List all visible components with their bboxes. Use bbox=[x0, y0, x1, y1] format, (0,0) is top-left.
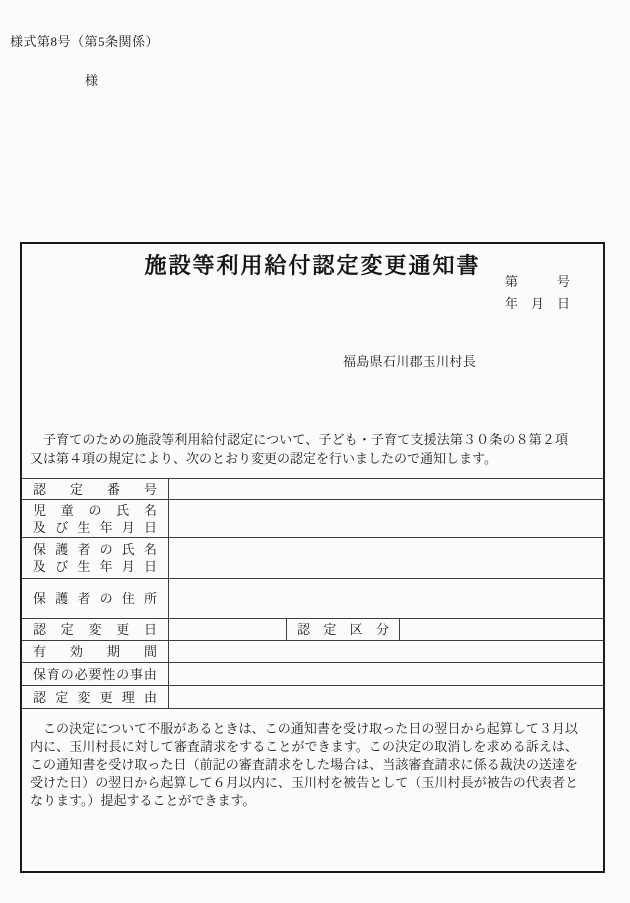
row-label-text: 児 童 の 氏 名 bbox=[33, 502, 157, 518]
row-value-field bbox=[169, 686, 603, 708]
notification-body: 子育てのための施設等利用給付認定について、子ども・子育て支援法第３０条の８第２項又は第４項の規定により、次のとおり変更の認定を行いましたので通知します。 bbox=[30, 432, 568, 466]
notice-box bbox=[20, 242, 605, 873]
row-value-field bbox=[169, 579, 603, 618]
table-row-change-reason bbox=[22, 686, 603, 708]
table-row-certification-number bbox=[22, 479, 603, 500]
document-number-line: 第 号 bbox=[504, 274, 570, 289]
row-label-text: 認 定 番 号 bbox=[33, 481, 157, 497]
table-row-child-name-birthdate bbox=[22, 500, 603, 538]
row-label-text: 保 護 者 の 住 所 bbox=[33, 591, 157, 606]
row-label-text: 保 護 者 の 氏 名 bbox=[33, 542, 157, 557]
row-label-text: 認 定 変 更 理 由 bbox=[33, 689, 157, 705]
row-value-field bbox=[169, 619, 287, 640]
row-label bbox=[22, 686, 169, 708]
table-row-valid-period bbox=[22, 641, 603, 663]
row-value-field bbox=[169, 641, 603, 662]
row-value-field bbox=[169, 663, 603, 685]
row-label bbox=[22, 579, 169, 618]
table-row-childcare-necessity-reason bbox=[22, 663, 603, 686]
row-label bbox=[22, 641, 169, 662]
certification-table bbox=[22, 478, 603, 709]
table-row-guardian-address bbox=[22, 579, 603, 619]
row-value-field bbox=[169, 479, 603, 499]
document-number-block bbox=[505, 271, 570, 315]
issuer-name: 福島県石川郡玉川村長 bbox=[343, 354, 477, 369]
row-label-text: 認 定 変 更 日 bbox=[33, 622, 157, 637]
row-value-field bbox=[169, 538, 603, 578]
row-label-text: 認 定 区 分 bbox=[297, 622, 389, 637]
row-label bbox=[22, 663, 169, 685]
table-row-guardian-name-birthdate bbox=[22, 538, 603, 579]
appeal-rights-note: この決定について不服があるときは、この通知書を受け取った日の翌日から起算して３月以内に、玉川村長に対して審査請求をすることができます。この決定の取消しを求める訴えは、この通知書を受け取った日（前記の審査請求をした場合は、当該審査請求に係る裁決の送達を受けた日）の翌日から起算して６月以内に、玉川村を被告として（玉川村長が被告の代表者となります。）提起することができます。 bbox=[30, 721, 578, 808]
addressee-suffix-label: 様 bbox=[85, 73, 99, 88]
row-label bbox=[22, 538, 169, 578]
document-date-line: 年 月 日 bbox=[504, 296, 570, 311]
notice-title: 施設等利用給付認定変更通知書 bbox=[144, 253, 481, 278]
row-label bbox=[287, 619, 400, 640]
row-label bbox=[22, 500, 169, 537]
row-label-text: 及 び 生 年 月 日 bbox=[33, 559, 157, 574]
row-label bbox=[22, 619, 169, 640]
row-label-text: 有 効 期 間 bbox=[33, 644, 157, 659]
row-value-field bbox=[169, 500, 603, 537]
row-label-text: 及 び 生 年 月 日 bbox=[33, 519, 157, 535]
form-number-label: 様式第8号（第5条関係） bbox=[10, 34, 160, 49]
row-value-field bbox=[400, 619, 603, 640]
row-label-text: 保 育 の 必 要 性 の 事 由 bbox=[33, 666, 157, 682]
row-label bbox=[22, 479, 169, 499]
table-row-change-date-and-category bbox=[22, 619, 603, 641]
